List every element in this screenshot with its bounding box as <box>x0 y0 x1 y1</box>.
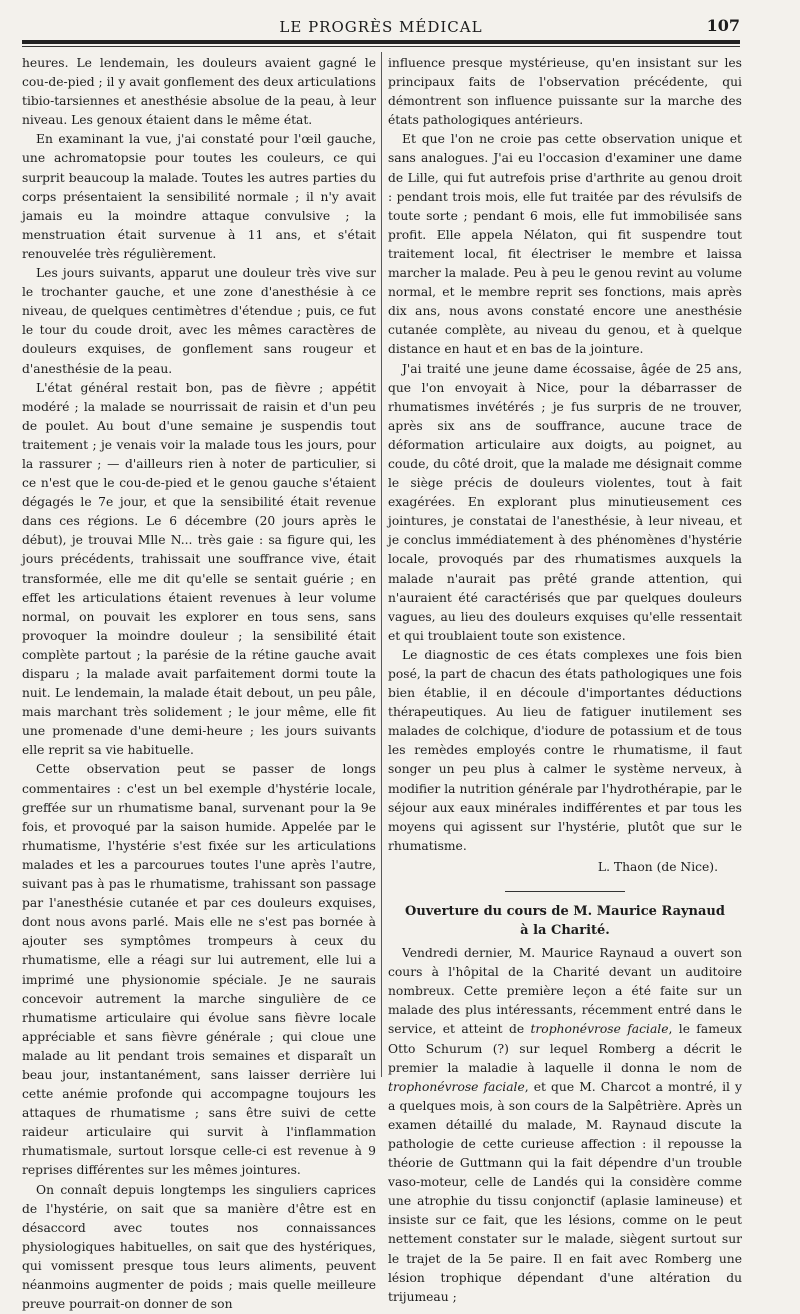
paragraph: En examinant la vue, j'ai constaté pour l'œil gauche, une achromatopsie pour toutes les couleurs, ce qui surprit beaucoup la malade. Toutes les autres parties du corps présentaient la sensibilité normale ; il n'y avait jamais eu la moindre attaque convulsive ; la menstruation était survenue à 11 ans, et s'était renouvelée très régulièrement. <box>22 132 376 261</box>
column-divider <box>381 52 382 1077</box>
paragraph: Le diagnostic de ces états complexes une fois bien posé, la part de chacun des états pathologiques une fois bien établie, il en découle d'importantes déductions thérapeutiques. Au lieu de fatiguer inutilement ses malades de colchique, d'iodure de potassium et de tous les remèdes employés contre le rhumatisme, il faut songer un peu plus à calmer le système nerveux, à modifier la nutrition générale par l'hydrothérapie, par le séjour aux eaux minérales indifférentes et par tous les moyens qui agissent sur l'hystérie, plutôt que sur le rhumatisme. <box>388 647 742 853</box>
paragraph: Et que l'on ne croie pas cette observation unique et sans analogues. J'ai eu l'occasion d'examiner une dame de Lille, qui fut autrefois prise d'arthrite au genou droit : pendant trois mois, elle fut traitée par des révulsifs de toute sorte ; pendant 6 mois, elle fut immobilisée sans profit. Elle appela Nélaton, qui fit suspendre tout traitement local, fit électriser le membre et laissa marcher la malade. Peu à peu le genou revint au volume normal, et le membre reprit ses fonctions, mais après dix ans, nous avons constaté encore une anesthésie cutanée complète, au niveau du genou, et à quelque distance en haut et en bas de la jointure. <box>388 132 742 357</box>
header-rule-thick <box>22 40 740 44</box>
author-signature: L. Thaon (de Nice). <box>597 859 718 874</box>
page-header <box>22 8 740 38</box>
paragraph: J'ai traité une jeune dame écossaise, âgée de 25 ans, que l'on envoyait à Nice, pour la débarrasser de rhumatismes invétérés ; je fus surpris de ne trouver, après six ans de souffrance, aucune trace de déformation articulaire aux doigts, au poignet, au coude, du côté droit, que la malade me désignait comme le siège précis de douleurs violentes, tout à fait exagérées. En explorant plus minutieusement ces jointures, je constatai de l'anesthésie, à leur niveau, et je conclus immédiatement à des phénomènes d'hystérie locale, provoqués par des rhumatismes auxquels la malade n'aurait pas prêté grande attention, qui n'auraient été caractérisés que par quelques douleurs vagues, au lieu des douleurs exquises qu'elle ressentait et qui troublaient toute son existence. <box>388 361 742 643</box>
paragraph: Cette observation peut se passer de longs commentaires : c'est un bel exemple d'hystérie locale, greffée sur un rhumatisme banal, survenant pour la 9e fois, et provoqué par la saison humide. Appelée par le rhumatisme, l'hystérie s'est fixée sur les articulations malades et les a parcourues toutes l'une après l'autre, suivant pas à pas le rhumatisme, trahissant son passage par l'anesthésie cutanée et par ces douleurs exquises, dont nous avons parlé. Mais elle ne s'est pas bornée à ajouter ses symptômes trompeurs à ceux du rhumatisme, elle a réagi sur lui autrement, elle lui a imprimé une physionomie spéciale. Je ne saurais concevoir autrement la marche singulière de ce rhumatisme articulaire qui évolue sans fièvre locale appréciable et sans fièvre générale ; qui cloue une malade au lit pendant trois semaines et disparaît un beau jour, instantanément, sans laisser derrière lui cette anémie profonde qui accompagne toujours les attaques de rhumatisme ; sans être suivi de cette raideur articulaire qui survit à l'inflammation rhumatismale, surtout lorsque celle-ci est revenue à 9 reprises différentes sur les mêmes jointures. <box>22 762 376 1178</box>
section-divider <box>505 891 625 892</box>
text-run: , et que M. Charcot a montré, il y a quelques mois, à son cours de la Salpêtrière. Après un examen détaillé du malade, M. Raynaud discute la pathologie de cette curieuse affection : il repousse la théorie de Guttmann qui la fait dépendre d'un trouble vaso-moteur, celle de Landés qui la considère comme une atrophie du tissu conjonctif (aplasie lamineuse) et insiste sur ce fait, que les lésions, comme on le peut nettement constater sur le malade, siègent surtout sur le trajet de la 5e paire. Il en fait avec Romberg une lésion trophique dépendant d'une altération du trijumeau ; <box>388 1079 742 1304</box>
right-column <box>388 54 742 1307</box>
paragraph: Les jours suivants, apparut une douleur très vive sur le trochanter gauche, et une zone d'anesthésie à ce niveau, de quelques centimètres d'étendue ; puis, ce fut le tour du coude droit, avec les mêmes caractères de douleurs exquises, de gonflement sans rougeur et d'anesthésie de la peau. <box>22 266 376 376</box>
italic-term: trophonévrose faciale <box>388 1079 525 1094</box>
journal-title: LE PROGRÈS MÉDICAL <box>279 18 483 36</box>
section-title-line: à la Charité. <box>520 923 610 939</box>
section-title <box>388 902 742 940</box>
header-rule-thin <box>22 46 740 47</box>
paragraph <box>388 944 742 1307</box>
text-run: Vendredi dernier, M. Maurice Raynaud a ouvert son cours à l'hôpital de la Charité devant un auditoire nombreux. Cette première leçon a été faite sur un malade des plus intéressants, récemment entré dans le service, et atteint de <box>388 946 742 1037</box>
paragraph: L'état général restait bon, pas de fièvre ; appétit modéré ; la malade se nourrissait de raisin et d'un peu de poulet. Au bout d'une semaine je suspendis tout traitement ; je venais voir la malade tous les jours, pour la rassurer ; — d'ailleurs rien à noter de particulier, si ce n'est que le cou-de-pied et le genou gauche s'étaient dégagés le 7e jour, et que la sensibilité était revenue dans ces régions. Le 6 décembre (20 jours après le début), je trouvai Mlle N... très gaie : sa figure qui, les jours précédents, trahissait une souffrance vive, était transformée, elle me dit qu'elle se sentait guérie ; en effet les articulations étaient revenues à leur volume normal, on pouvait les explorer en tous sens, sans provoquer la moindre douleur ; la sensibilité était complète partout ; la parésie de la rétine gauche avait disparu ; la malade avait parfaitement dormi toute la nuit. Le lendemain, la malade était debout, un peu pâle, mais marchant très solidement ; le jour même, elle fit une promenade d'une demi-heure ; les jours suivants elle reprit sa vie habituelle. <box>22 380 376 758</box>
text-run: , le fameux Otto Schurum (?) sur lequel Romberg a décrit le premier la maladie à laquelle il donna le nom de <box>388 1022 742 1075</box>
left-column <box>22 54 376 1314</box>
section-title-line: Ouverture du cours de M. Maurice Raynaud <box>405 904 725 920</box>
paragraph: heures. Le lendemain, les douleurs avaient gagné le cou-de-pied ; il y avait gonflement des deux articulations tibio-tarsiennes et anesthésie absolue de la peau, à leur niveau. Les genoux étaient dans le même état. <box>22 56 376 128</box>
paragraph: On connaît depuis longtemps les singuliers caprices de l'hystérie, on sait que sa manière d'être est en désaccord avec toutes nos connaissances physiologiques habituelles, on sait que des hystériques, qui vomissent presque tous leurs aliments, peuvent néanmoins augmenter de poids ; mais quelle meilleure preuve pourrait-on donner de son <box>22 1182 376 1312</box>
paragraph: influence presque mystérieuse, qu'en insistant sur les principaux faits de l'observation précédente, qui démontrent son influence puissante sur la marche des états pathologiques antérieurs. <box>388 56 742 128</box>
page-number: 107 <box>706 16 740 35</box>
italic-term: trophonévrose faciale <box>530 1022 669 1037</box>
